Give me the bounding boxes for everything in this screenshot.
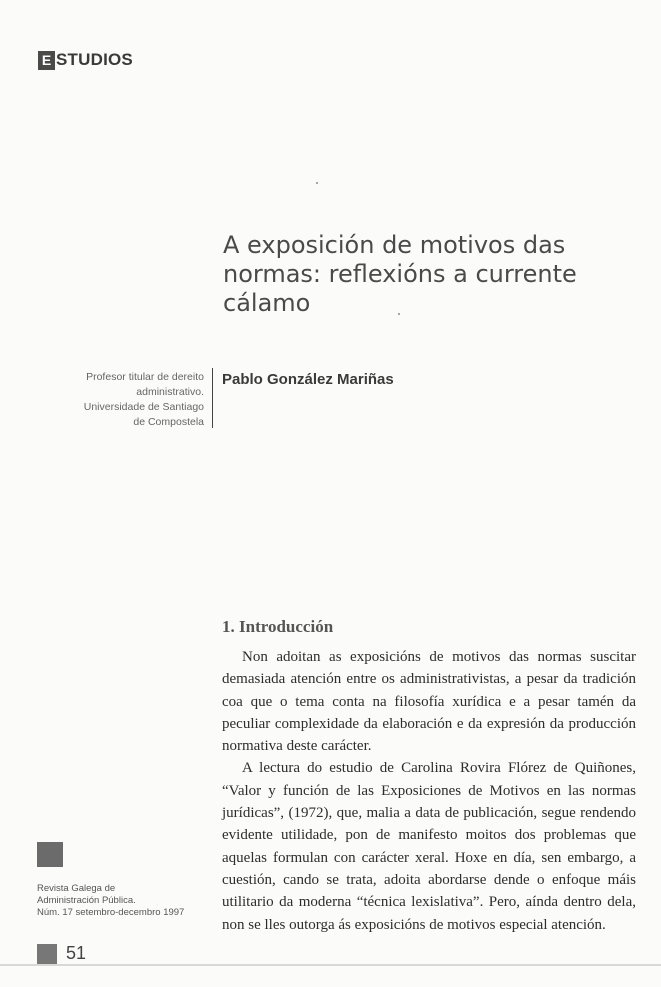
section-header-initial: E xyxy=(38,51,55,70)
author-name: Pablo González Mariñas xyxy=(222,371,394,388)
section-heading: 1. Introducción xyxy=(222,617,334,636)
affiliation-line: administrativo. xyxy=(136,386,204,398)
article-body xyxy=(222,646,636,936)
paragraph: A lectura do estudio de Carolina Rovira Flórez de Quiñones, “Valor y función de las Exposiciones de Motivos en las normas jurídicas”, (1972), que, malia a data de publicación, segue rendendo evidente utilidade, pon de manifesto moitos dos problemas que aquelas formulan con carácter xeral. Hoxe en día, sen embargo, a cuestión, cando se trata, adoita abordarse dende o enfoque máis utilitario da moderna “técnica lexislativa”. Pero, aínda dentro dela, non se lles outorga ás exposicións de motivos especial atención. xyxy=(222,760,636,933)
footer-rule xyxy=(0,964,661,966)
page-number: 51 xyxy=(66,943,87,963)
journal-line: Revista Galega de xyxy=(37,883,116,894)
affiliation-divider xyxy=(212,368,213,428)
paragraph: Non adoitan as exposicións de motivos das normas suscitar demasiada atención entre os administrativistas, a pesar da tradición coa que o tema conta na filosofía xurídica e a pesar tamén da peculiar complexidade da elaboración e da expresión da producción normativa deste carácter. xyxy=(222,649,636,755)
affiliation-line: Profesor titular de dereito xyxy=(86,371,204,383)
margin-marker xyxy=(37,842,63,867)
author-affiliation xyxy=(40,370,204,430)
section-header-label: STUDIOS xyxy=(56,50,133,69)
article-title: A exposición de motivos das normas: reflexións a currente cálamo xyxy=(223,231,577,317)
journal-line: Administración Pública. xyxy=(37,895,136,906)
scan-speck xyxy=(316,182,318,184)
journal-info xyxy=(37,883,217,919)
affiliation-line: de Compostela xyxy=(133,416,204,428)
journal-issue: Núm. 17 setembro-decembro 1997 xyxy=(37,907,185,918)
affiliation-line: Universidade de Santiago xyxy=(83,401,204,413)
page-marker xyxy=(37,944,57,964)
section-header xyxy=(38,50,133,70)
